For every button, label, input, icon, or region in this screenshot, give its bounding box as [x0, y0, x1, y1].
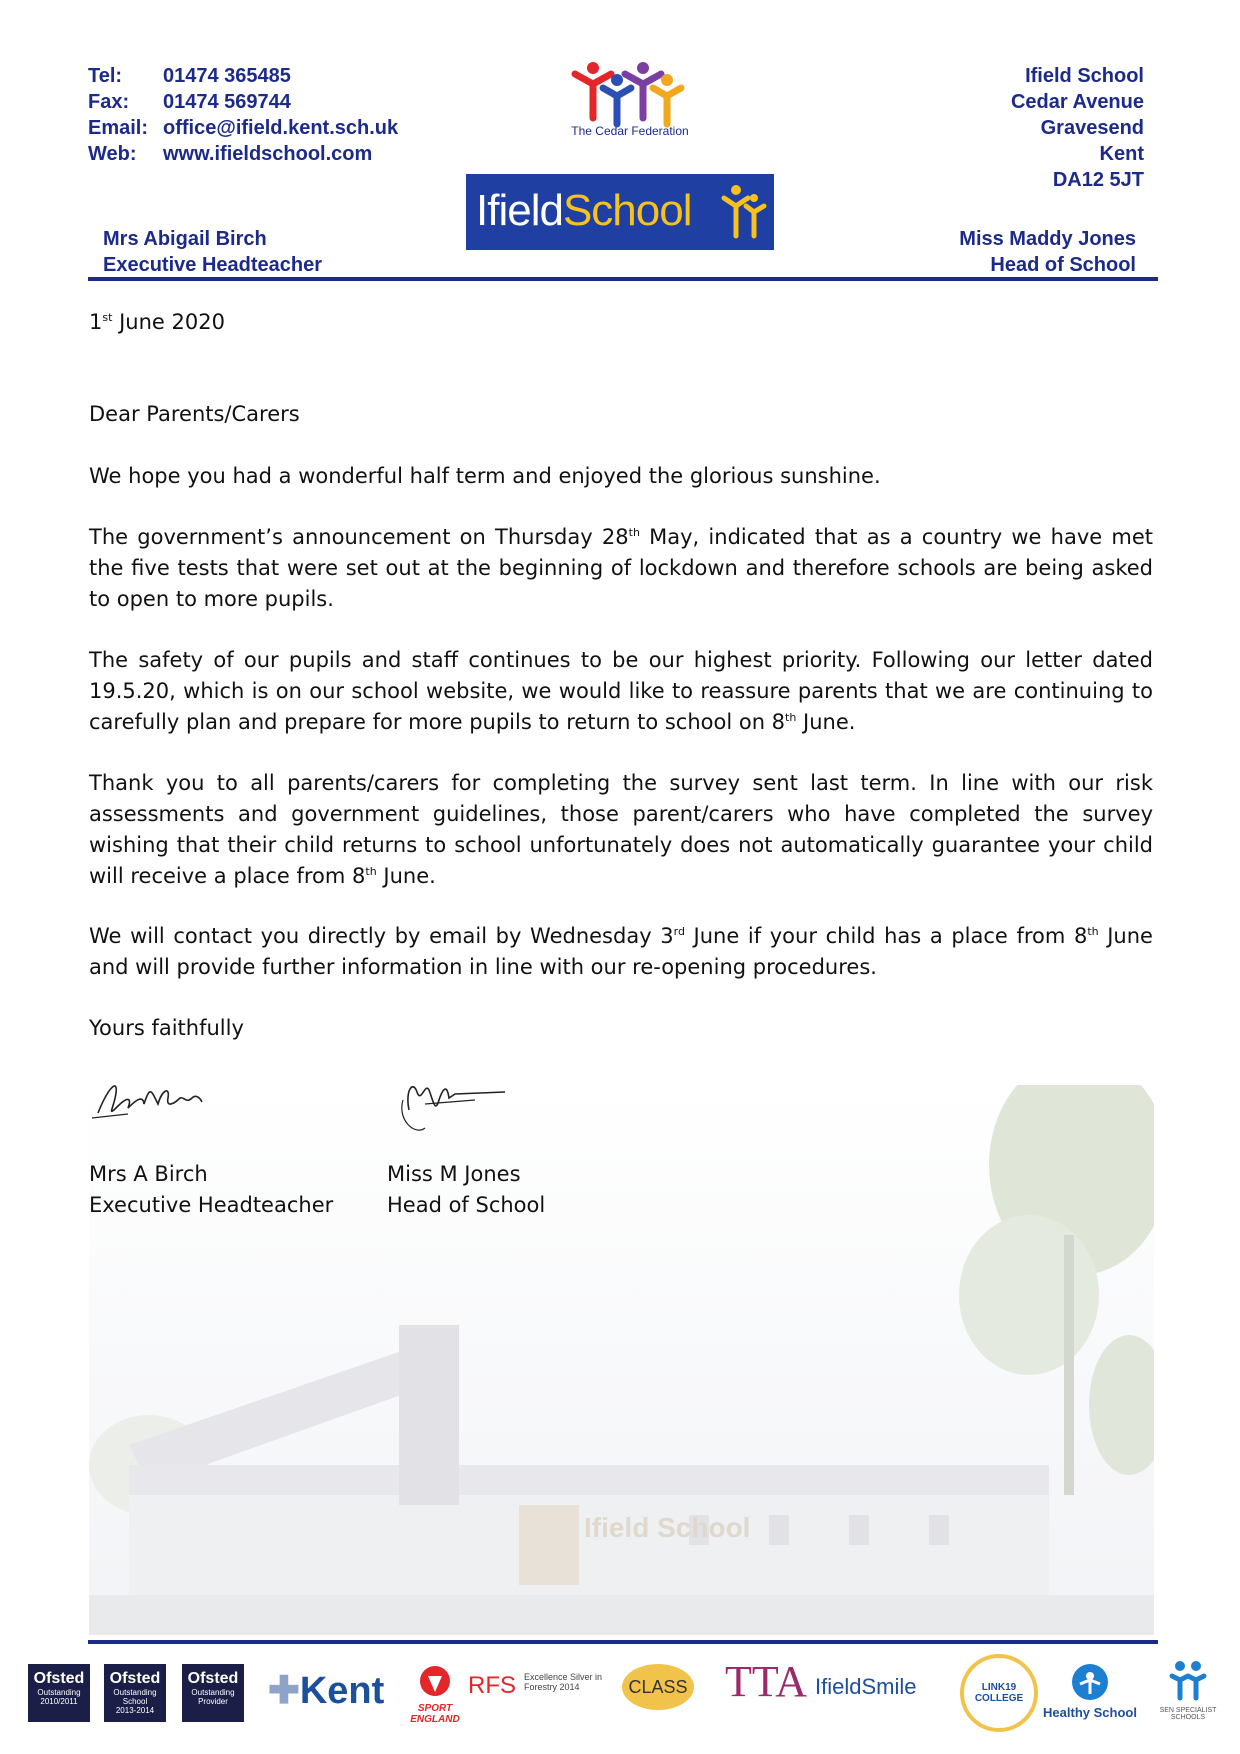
- address-line: Gravesend: [1040, 117, 1144, 139]
- contact-fax: [88, 89, 398, 115]
- ifield-school-logo: [466, 174, 774, 250]
- address-line: DA12 5JT: [1052, 169, 1144, 191]
- ofsted-title: Ofsted: [109, 1670, 161, 1687]
- header-divider: [88, 277, 1158, 281]
- birch-signature-icon: [88, 1068, 208, 1128]
- contact-value: 01474 569744: [163, 91, 291, 113]
- header-head-of-school: [959, 226, 1136, 278]
- p5-sup: th: [1087, 925, 1099, 938]
- tta-logo: TTA: [725, 1657, 808, 1706]
- signatory-jones: [387, 1159, 545, 1221]
- ofsted-years: 2013-2014: [115, 1706, 155, 1715]
- accreditation-logos: [0, 1650, 1240, 1750]
- kent-text: Kent: [299, 1670, 385, 1712]
- signatory-role: Head of School: [387, 1193, 546, 1217]
- school-address: [1011, 63, 1144, 193]
- jones-signature-icon: [395, 1070, 515, 1140]
- sport-england-logo: [410, 1664, 460, 1725]
- date-day: 1: [89, 310, 103, 334]
- sport-england-icon: [418, 1664, 452, 1698]
- sen-text: SEN SPECIALIST SCHOOLS: [1159, 1707, 1217, 1721]
- p5-sup: rd: [673, 925, 685, 938]
- signatory-role: Executive Headteacher: [89, 1193, 334, 1217]
- p4-text: Thank you to all parents/carers for completing the survey sent last term. In line with our risk assessments and government guidelines, those parent/carers who have completed the survey wishing that their child returns to school unfortunately does not automatically guarantee your child will receive a place from 8: [89, 771, 1153, 888]
- p2-text: May, indicated that as a country we have met the five tests that were set out at the beginning of lockdown and therefore schools are being asked to open to more pupils.: [89, 525, 1153, 611]
- contact-label: Web:: [88, 143, 137, 165]
- paragraph-4: [89, 768, 1153, 892]
- kent-logo: ✚Kent: [268, 1670, 385, 1712]
- link19-logo: [960, 1654, 1038, 1732]
- staff-name: Mrs Abigail Birch: [103, 228, 267, 250]
- staff-role: Executive Headteacher: [103, 254, 323, 276]
- p2-sup: th: [628, 526, 640, 539]
- ofsted-title: Ofsted: [33, 1670, 85, 1687]
- sen-figures-icon: [1166, 1658, 1210, 1702]
- rfs-logo: RFS: [468, 1672, 516, 1699]
- class-logo: CLASS: [622, 1664, 694, 1710]
- p3-text: June.: [796, 710, 856, 734]
- contact-value: 01474 365485: [163, 65, 291, 87]
- p5-text: June and will provide further information in line with our re-opening procedures.: [89, 924, 1153, 979]
- p5-text: We will contact you directly by email by Wednesday 3: [89, 924, 674, 948]
- signatory-name: Miss M Jones: [387, 1162, 521, 1186]
- contact-value: office@ifield.kent.sch.uk: [163, 117, 399, 139]
- ofsted-sub: Outstanding Provider: [191, 1688, 235, 1706]
- p2-text: The government’s announcement on Thursday 28: [89, 525, 629, 549]
- paragraph-1: We hope you had a wonderful half term and enjoyed the glorious sunshine.: [89, 464, 881, 488]
- contact-tel: [88, 63, 398, 89]
- school-logo-part1: Ifield: [476, 186, 563, 235]
- signatory-birch: [89, 1159, 333, 1221]
- staff-name: Miss Maddy Jones: [959, 228, 1136, 250]
- address-line: Kent: [1099, 143, 1144, 165]
- p4-text: June.: [376, 864, 436, 888]
- school-logo-part2: School: [562, 186, 692, 235]
- date-rest: June 2020: [112, 310, 225, 334]
- ifieldsmile-logo: IfieldSmile: [815, 1674, 917, 1699]
- ofsted-sub: Outstanding School: [113, 1688, 157, 1706]
- ofsted-logo-1: [28, 1664, 90, 1722]
- footer-divider: [88, 1640, 1158, 1644]
- rfs-detail: Excellence Silver in Forestry 2014: [524, 1672, 603, 1692]
- address-line: Ifield School: [1025, 65, 1144, 87]
- sen-logo: [1148, 1658, 1228, 1721]
- paragraph-3: [89, 645, 1153, 738]
- ofsted-logo-3: [182, 1664, 244, 1722]
- link19-text: LINK19 COLLEGE: [974, 1682, 1024, 1704]
- contact-web: [88, 141, 398, 167]
- staff-role: Head of School: [990, 254, 1136, 276]
- signatory-name: Mrs A Birch: [89, 1162, 208, 1186]
- paragraph-2: [89, 522, 1153, 615]
- p5-text: June if your child has a place from 8: [684, 924, 1088, 948]
- contact-email: [88, 115, 398, 141]
- letter-date: [89, 307, 1153, 338]
- federation-name: The Cedar Federation: [571, 124, 689, 138]
- school-logo-text: [476, 186, 692, 236]
- ofsted-title: Ofsted: [187, 1670, 239, 1687]
- figures-icon: [720, 182, 768, 242]
- healthy-school-icon: [1065, 1660, 1115, 1700]
- header-executive-headteacher: [103, 226, 322, 278]
- photo-building-sign: Ifield School: [584, 1512, 751, 1543]
- date-suffix: st: [102, 311, 113, 324]
- healthy-school-logo: [1040, 1660, 1140, 1720]
- healthy-school-text: Healthy School: [1043, 1705, 1137, 1720]
- contact-block: [88, 63, 398, 167]
- p3-text: The safety of our pupils and staff continues to be our highest priority. Following our letter dated 19.5.20, which is on our school website, we would like to reassure parents that we are continuing to carefully plan and prepare for more pupils to return to school on 8: [89, 648, 1153, 734]
- contact-value: www.ifieldschool.com: [163, 143, 373, 165]
- ofsted-years: 2010/2011: [40, 1697, 78, 1706]
- paragraph-5: [89, 921, 1153, 983]
- address-line: Cedar Avenue: [1010, 91, 1144, 113]
- ofsted-sub: Outstanding: [37, 1688, 81, 1697]
- closing: Yours faithfully: [89, 1016, 244, 1040]
- contact-label: Tel:: [88, 65, 123, 87]
- p4-sup: th: [365, 865, 377, 878]
- ofsted-logo-2: [104, 1664, 166, 1722]
- sport-england-text: SPORT ENGLAND: [410, 1703, 460, 1725]
- salutation: Dear Parents/Carers: [89, 402, 300, 426]
- contact-label: Fax:: [88, 91, 130, 113]
- p3-sup: th: [785, 711, 797, 724]
- contact-label: Email:: [88, 117, 149, 139]
